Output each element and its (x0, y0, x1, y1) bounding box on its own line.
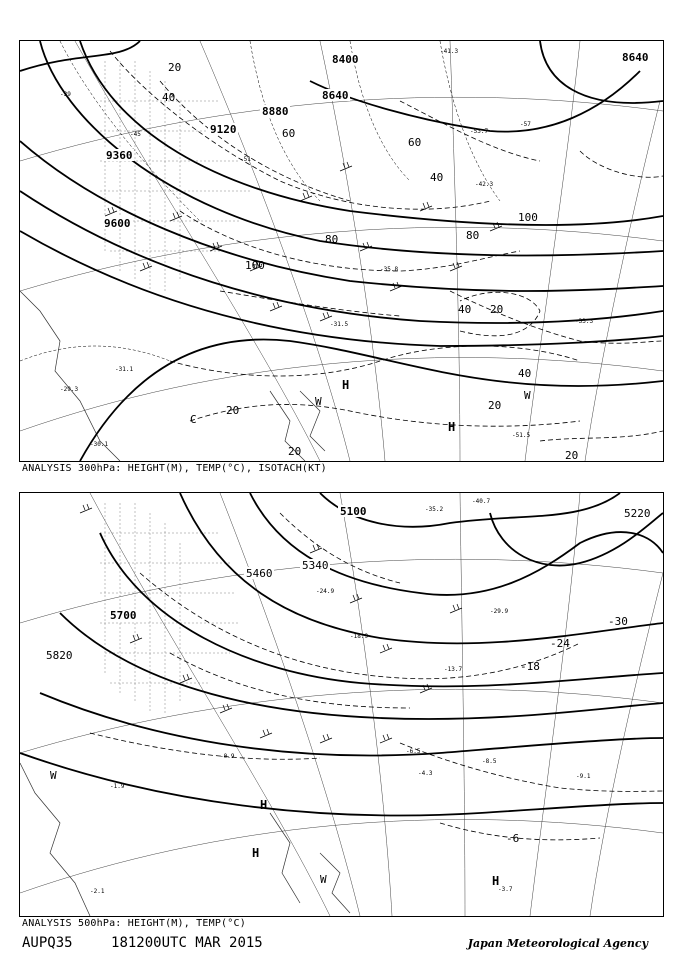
isotach-label: 60 (282, 127, 296, 140)
height-label-9120: 9120 (210, 123, 237, 136)
isotach-label: 20 (226, 404, 240, 417)
isotach-label: 60 (408, 136, 422, 149)
height-labels (102, 51, 650, 230)
height-label-8400: 8400 (332, 53, 359, 66)
obs-label: -4.3 (418, 770, 433, 777)
obs-label: -40.7 (472, 498, 491, 505)
high-center: H (252, 846, 260, 860)
chart-300hpa (19, 40, 664, 462)
height-label-8640: 8640 (322, 89, 349, 102)
isotach-labels (162, 61, 578, 461)
high-center: H (492, 874, 500, 888)
isotach-label: 40 (458, 303, 472, 316)
temperature-labels (60, 48, 593, 448)
obs-label: -24.9 (316, 588, 335, 595)
isotherm-label: -24 (550, 637, 570, 650)
isotach-label: 40 (162, 91, 176, 104)
isotherm-label: -30 (608, 615, 628, 628)
isotach-label: 20 (488, 399, 502, 412)
height-label-8880: 8880 (262, 105, 289, 118)
height-label-9360: 9360 (106, 149, 133, 162)
cold-center: C (190, 413, 197, 426)
temp-label: -31.1 (115, 366, 134, 373)
isotach-label: 20 (288, 445, 302, 458)
temp-label: -45 (130, 131, 141, 138)
pressure-centers (190, 378, 531, 434)
obs-label: -9.1 (576, 773, 591, 780)
isotherm-label: -18 (520, 660, 540, 673)
bulletin-header (22, 935, 293, 951)
bulletin-code: AUPQ35 (22, 935, 73, 951)
temp-label: -51.5 (512, 432, 531, 439)
agency-name: Japan Meteorological Agency (467, 937, 648, 950)
high-center: H (448, 420, 456, 434)
isotach-label: 20 (565, 449, 579, 461)
obs-label: -35.2 (425, 506, 444, 513)
temp-label: -57 (520, 121, 531, 128)
isotach-label: 80 (325, 233, 339, 246)
temp-label: -51 (240, 156, 251, 163)
warm-center: W (315, 395, 322, 408)
temp-label: -42.3 (475, 181, 494, 188)
warm-center: W (320, 873, 327, 886)
isotach-label: 40 (518, 367, 532, 380)
isotach-label: 100 (518, 211, 538, 224)
isotherm-label: -6 (506, 832, 520, 845)
obs-label: -6.5 (406, 748, 421, 755)
temp-label: -33.3 (575, 318, 594, 325)
height-label-8640-east: 8640 (622, 51, 649, 64)
isotach-label: 20 (168, 61, 182, 74)
isotach-label: 80 (466, 229, 480, 242)
obs-label: -13.7 (444, 666, 463, 673)
temp-label: -29.3 (60, 386, 79, 393)
obs-label: -29.9 (490, 608, 509, 615)
coastline (20, 763, 350, 916)
valid-time: 181200UTC MAR 2015 (111, 935, 263, 951)
temperature-contours (20, 41, 500, 361)
temperature-contours (90, 513, 663, 840)
temp-label: -30.1 (90, 441, 109, 448)
height-label-5820: 5820 (46, 649, 73, 662)
obs-label: -2.1 (90, 888, 105, 895)
height-contours (20, 41, 663, 461)
temp-label: -31.5 (330, 321, 349, 328)
hatched-area (100, 503, 240, 713)
temp-label: -53.7 (470, 128, 489, 135)
coastline (20, 291, 325, 461)
warm-center: W (524, 389, 531, 402)
height-label-5460: 5460 (246, 567, 273, 580)
temp-label: -35.8 (380, 266, 399, 273)
height-label-5700: 5700 (110, 609, 137, 622)
chart-500hpa (19, 492, 664, 917)
height-label-5340: 5340 (302, 559, 329, 572)
height-label-5100: 5100 (340, 505, 367, 518)
isotach-label: 40 (430, 171, 444, 184)
obs-label: -18.9 (350, 633, 369, 640)
height-label-9600: 9600 (104, 217, 131, 230)
chart-500hpa-caption: ANALYSIS 500hPa: HEIGHT(M), TEMP(°C) (22, 918, 246, 929)
high-center: H (342, 378, 350, 392)
obs-label: -0.9 (220, 753, 235, 760)
temp-label: -41.3 (440, 48, 459, 55)
chart-300hpa-caption: ANALYSIS 300hPa: HEIGHT(M), TEMP(°C), ISOTACH(KT) (22, 463, 327, 474)
warm-center: W (50, 769, 57, 782)
isotach-label: 100 (245, 259, 265, 272)
obs-label: -8.5 (482, 758, 497, 765)
temp-label: -39 (60, 91, 71, 98)
obs-label: -1.9 (110, 783, 125, 790)
isotach-label: 20 (490, 303, 504, 316)
height-label-5220: 5220 (624, 507, 651, 520)
obs-label: -3.7 (498, 886, 513, 893)
high-center: H (260, 798, 268, 812)
